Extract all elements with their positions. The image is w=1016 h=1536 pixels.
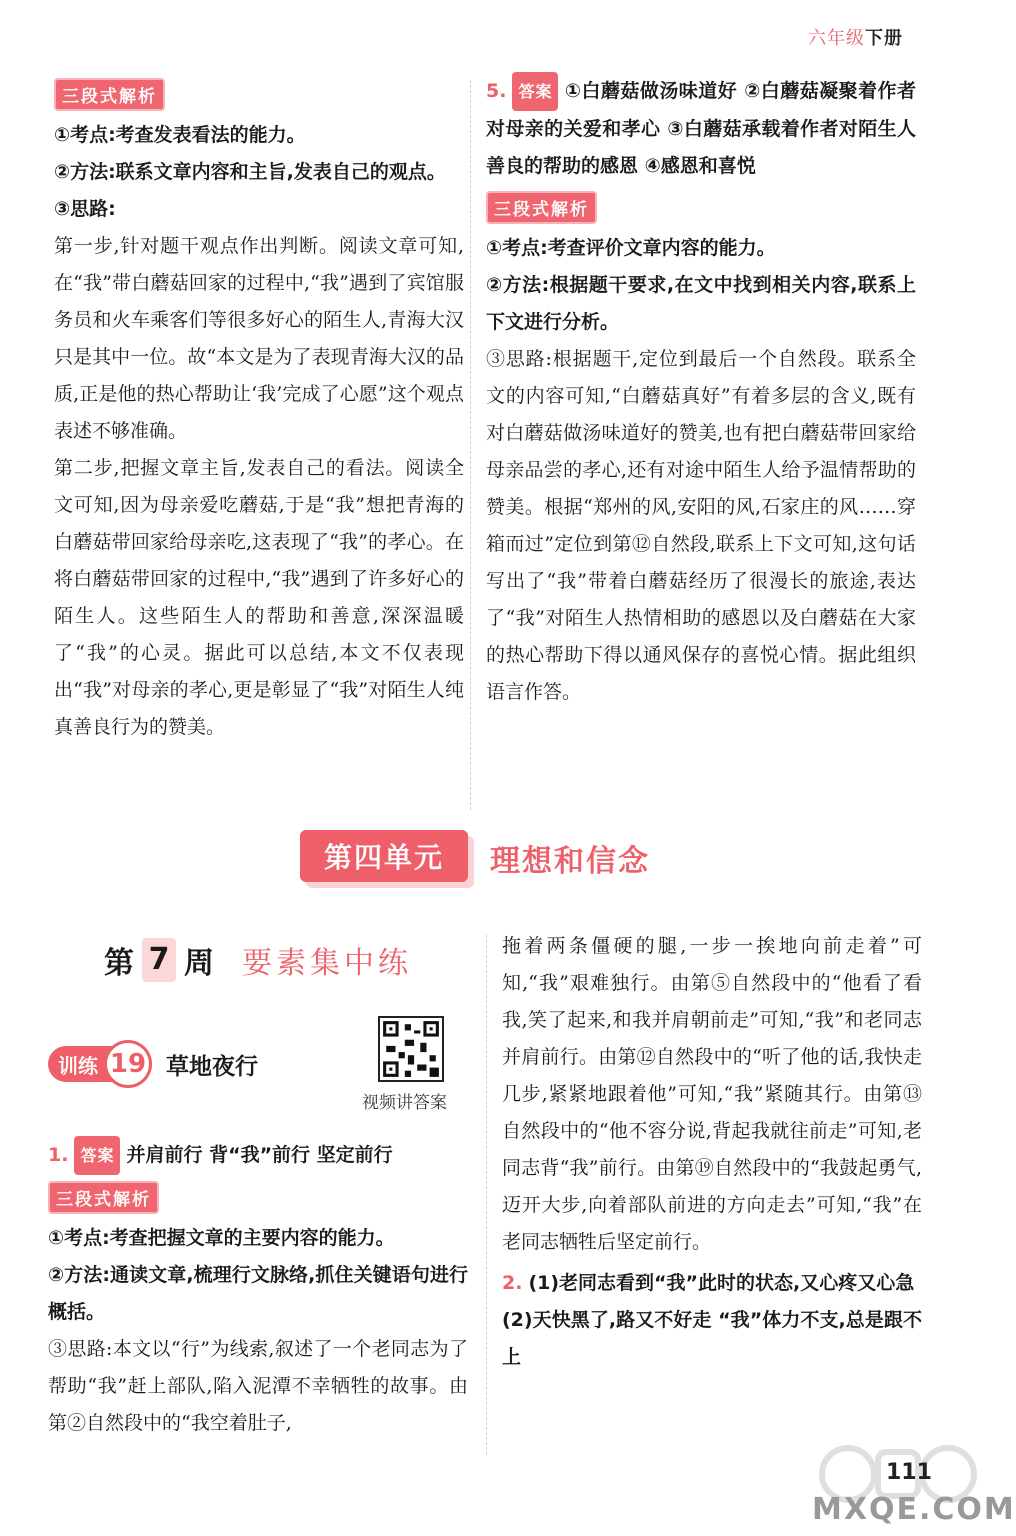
method-line: ②方法:根据题干要求,在文中找到相关内容,联系上下文进行分析。 — [486, 274, 916, 333]
three-step-analysis-tag: 三段式解析 — [48, 1181, 159, 1214]
answer-2b: (2)天快黑了,路又不好走 “我”体力不支,总是跟不上 — [502, 1309, 922, 1368]
column-divider-bottom — [486, 935, 487, 1455]
question-number: 1. — [48, 1144, 69, 1166]
unit-banner — [300, 830, 720, 886]
week-number: 7 — [142, 938, 176, 982]
method-line: ②方法:通读文章,梳理行文脉络,抓住关键语句进行概括。 — [48, 1264, 468, 1323]
point-line: ①考点:考查发表看法的能力。 — [54, 124, 306, 146]
week-suffix: 周 — [184, 946, 214, 981]
training-number: 19 — [104, 1040, 152, 1088]
question-number: 2. — [502, 1272, 523, 1294]
training-header — [48, 1016, 468, 1136]
right-bottom-column — [502, 928, 922, 1376]
point-line: ①考点:考查把握文章的主要内容的能力。 — [48, 1227, 395, 1249]
page-number: 111 — [886, 1460, 932, 1485]
week-title: 要素集中练 — [242, 946, 412, 981]
week-heading — [104, 938, 468, 982]
qr-caption: 视频讲答案 — [362, 1093, 447, 1113]
answer-text: ①白蘑菇做汤味道好 ②白蘑菇凝聚着作者对母亲的关爱和孝心 ③白蘑菇承载着作者对陌生人善良的帮助的感恩 ④感恩和喜悦 — [486, 80, 916, 177]
qr-code-icon[interactable] — [378, 1016, 444, 1082]
answer-right-top — [486, 72, 916, 711]
answer-2 — [502, 1265, 922, 1302]
question-number: 5. — [486, 80, 507, 102]
answer-1 — [48, 1136, 468, 1175]
answer-tag: 答案 — [512, 72, 558, 111]
analysis-left-top — [54, 78, 464, 746]
training-title: 草地夜行 — [166, 1054, 258, 1080]
answer-2a: (1)老同志看到“我”此时的状态,又心疼又心急 — [528, 1272, 915, 1294]
idea-paragraph: ③思路:本文以“行”为线索,叙述了一个老同志为了帮助“我”赶上部队,陷入泥潭不幸牺牲的故事。由第②自然段中的“我空着肚子, — [48, 1338, 468, 1434]
method-line: ②方法:联系文章内容和主旨,发表自己的观点。 — [54, 161, 446, 183]
idea-paragraph: ③思路:根据题干,定位到最后一个自然段。联系全文的内容可知,“白蘑菇真好”有着多层的含义,既有对白蘑菇做汤味道好的赞美,也有把白蘑菇带回家给母亲品尝的孝心,还有对途中陌生人给予温情帮助的赞美。根据“郑州的风,安阳的风,石家庄的风……穿箱而过”定位到第⑫自然段,联系上下文可知,这句话写出了“我”带着白蘑菇经历了很漫长的旅途,表达了“我”对陌生人热情相助的感恩以及白蘑菇在大家的热心帮助下得以通风保存的喜悦心情。据此组织语言作答。 — [486, 348, 916, 703]
point-line: ①考点:考查评价文章内容的能力。 — [486, 237, 776, 259]
answer-5 — [486, 72, 916, 185]
continued-paragraph: 拖着两条僵硬的腿,一步一挨地向前走着”可知,“我”艰难独行。由第⑤自然段中的“他看了看我,笑了起来,和我并肩朝前走”可知,“我”和老同志并肩前行。由第⑫自然段中的“听了他的话,我快走几步,紧紧地跟着他”可知,“我”紧随其行。由第⑬自然段中的“他不容分说,背起我就往前走”可知,老同志背“我”前行。由第⑲自然段中的“我鼓起勇气,迈开大步,向着部队前进的方向走去”可知,“我”在老同志牺牲后坚定前行。 — [502, 935, 922, 1253]
training-tag — [48, 1046, 152, 1082]
unit-label: 第四单元 — [300, 830, 468, 882]
grade-label: 六年级下册 — [808, 28, 903, 49]
left-bottom-column — [48, 938, 468, 1442]
answer-tag: 答案 — [74, 1136, 120, 1175]
step1-paragraph: 第一步,针对题干观点作出判断。阅读文章可知,在“我”带白蘑菇回家的过程中,“我”遇到了宾馆服务员和火车乘客们等很多好心的陌生人,青海大汉只是其中一位。故“本文是为了表现青海大汉的品质,正是他的热心帮助让‘我’完成了心愿”这个观点表述不够准确。 — [54, 235, 464, 442]
step2-paragraph: 第二步,把握文章主旨,发表自己的看法。阅读全文可知,因为母亲爱吃蘑菇,于是“我”想把青海的白蘑菇带回家给母亲吃,这表现了“我”的孝心。在将白蘑菇带回家的过程中,“我”遇到了许多好心的陌生人。这些陌生人的帮助和善意,深深温暖了“我”的心灵。据此可以总结,本文不仅表现出“我”对母亲的孝心,更是彰显了“我”对陌生人纯真善良行为的赞美。 — [54, 457, 464, 738]
training-label: 训练 — [58, 1053, 98, 1078]
week-prefix: 第 — [104, 946, 134, 981]
unit-title: 理想和信念 — [490, 844, 650, 879]
column-divider-top — [470, 80, 471, 810]
three-step-analysis-tag: 三段式解析 — [486, 191, 597, 224]
watermark-text: MXQE.COM — [812, 1492, 1016, 1527]
three-step-analysis-tag: 三段式解析 — [54, 78, 165, 111]
idea-label: ③思路: — [54, 198, 116, 220]
answer-text: 并肩前行 背“我”前行 坚定前行 — [126, 1144, 393, 1166]
